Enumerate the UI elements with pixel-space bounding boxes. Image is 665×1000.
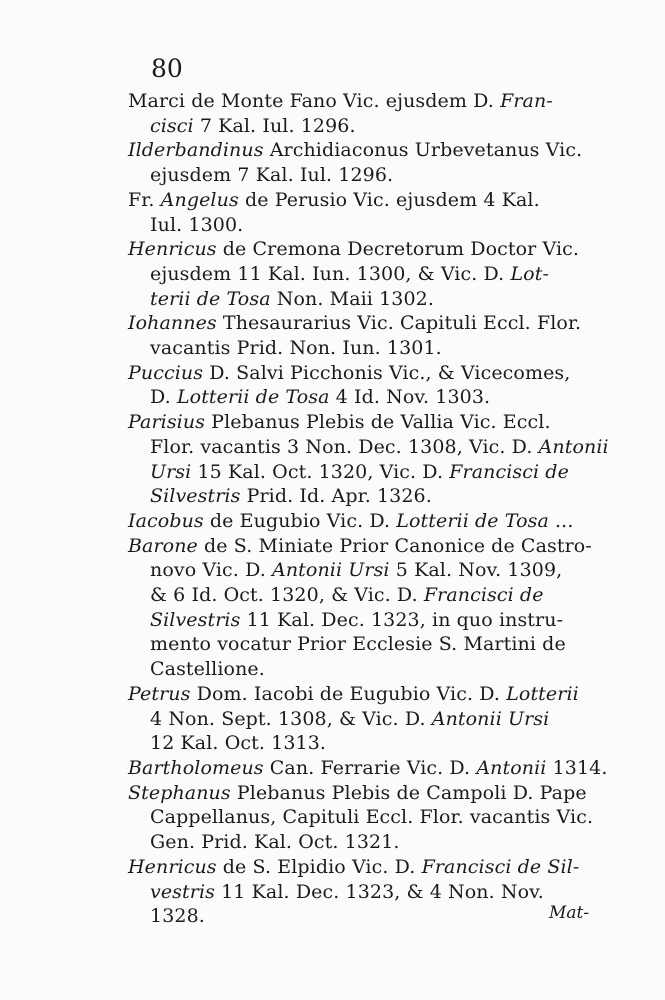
roman-text: Flor. vacantis 3 Non. Dec. 1308, Vic. D. (150, 435, 539, 458)
roman-text: Fr. (128, 188, 161, 211)
text-line (128, 880, 608, 905)
text-line (128, 830, 608, 855)
italic-text: Angelus (160, 188, 239, 211)
italic-text: Francisci de Sil- (421, 855, 580, 878)
roman-text: Thesaurarius Vic. Capituli Eccl. Flor. (216, 312, 582, 335)
italic-text: Silvestris (150, 608, 241, 631)
italic-text: Puccius (128, 361, 204, 384)
italic-text: terii de Tosa (150, 287, 271, 310)
text-line (128, 558, 608, 583)
roman-text: Prid. Id. Apr. 1326. (240, 485, 432, 508)
roman-text: 1328. (150, 905, 205, 928)
roman-text: Archidiaconus Urbevetanus Vic. (263, 139, 583, 162)
italic-text: Henricus (128, 238, 217, 261)
register-entry (128, 311, 608, 360)
register-entry (128, 138, 608, 187)
roman-text: Dom. Iacobi de Eugubio Vic. D. (190, 682, 507, 705)
roman-text: Plebanus Plebis de Campoli D. Pape (230, 781, 587, 804)
text-line (128, 336, 608, 361)
italic-text: Francisci de (449, 460, 569, 483)
italic-text: Parisius (128, 411, 206, 434)
text-line (128, 904, 608, 929)
register-entry (128, 756, 608, 781)
register-entry (128, 781, 608, 855)
roman-text: 12 Kal. Oct. 1313. (150, 732, 327, 755)
roman-text: D. Salvi Picchonis Vic., & Vicecomes, (203, 361, 571, 384)
register-entry (128, 188, 608, 237)
page-text (128, 89, 608, 929)
italic-text: Antonii Ursi (431, 707, 550, 730)
roman-text: mento vocatur Prior Ecclesie S. Martini de (150, 633, 566, 656)
roman-text: 4 Non. Sept. 1308, & Vic. D. (150, 707, 432, 730)
text-line (128, 188, 608, 213)
register-entry (128, 89, 608, 138)
italic-text: Iohannes (128, 312, 217, 335)
roman-text: 11 Kal. Dec. 1323, & 4 Non. Nov. (214, 880, 544, 903)
text-line (128, 114, 608, 139)
text-line (128, 509, 608, 534)
text-line (128, 237, 608, 262)
page-number: 80 (151, 54, 183, 83)
roman-text: Can. Ferrarie Vic. D. (263, 756, 477, 779)
text-line (128, 707, 608, 732)
register-entry (128, 855, 608, 929)
text-line (128, 311, 608, 336)
text-line (128, 213, 608, 238)
text-line (128, 855, 608, 880)
text-line (128, 163, 608, 188)
roman-text: & 6 Id. Oct. 1320, & Vic. D. (150, 584, 424, 607)
roman-text: de Eugubio Vic. D. (203, 509, 397, 532)
roman-text: de S. Elpidio Vic. D. (216, 855, 422, 878)
italic-text: Henricus (128, 855, 217, 878)
text-line (128, 89, 608, 114)
roman-text: Plebanus Plebis de Vallia Vic. Eccl. (205, 411, 551, 434)
roman-text: Marci de Monte Fano Vic. ejusdem D. (128, 90, 501, 112)
italic-text: Francisci de (423, 584, 544, 607)
text-line (128, 138, 608, 163)
roman-text: Gen. Prid. Kal. Oct. 1321. (150, 831, 400, 854)
text-line (128, 756, 608, 781)
text-line (128, 583, 608, 608)
register-entry (128, 237, 608, 311)
text-line (128, 460, 608, 485)
roman-text: Cappellanus, Capituli Eccl. Flor. vacantis Vic. (150, 806, 594, 829)
italic-text: Antonii (538, 435, 609, 458)
text-line (128, 657, 608, 682)
roman-text: vacantis Prid. Non. Iun. 1301. (150, 337, 442, 360)
text-line (128, 632, 608, 657)
register-entry (128, 361, 608, 410)
italic-text: Silvestris (150, 485, 241, 508)
register-entry (128, 534, 608, 682)
italic-text: Lotterii (506, 682, 579, 705)
text-line (128, 262, 608, 287)
roman-text: de Perusio Vic. ejusdem 4 Kal. (238, 188, 540, 211)
register-entry (128, 410, 608, 509)
italic-text: Fran- (500, 90, 553, 112)
roman-text: Non. Maii 1302. (270, 287, 435, 310)
roman-text: ... (548, 509, 574, 532)
register-entry (128, 509, 608, 534)
text-line (128, 731, 608, 756)
italic-text: Iacobus (128, 509, 204, 532)
text-line (128, 534, 608, 559)
text-line (128, 608, 608, 633)
roman-text: de Cremona Decretorum Doctor Vic. (216, 238, 579, 261)
italic-text: Stephanus (128, 781, 231, 804)
italic-text: Ursi (150, 460, 192, 483)
roman-text: ejusdem 7 Kal. Iul. 1296. (150, 164, 394, 187)
roman-text: ejusdem 11 Kal. Iun. 1300, & Vic. D. (150, 262, 511, 285)
roman-text: de S. Miniate Prior Canonice de Castro- (197, 534, 592, 557)
roman-text: 15 Kal. Oct. 1320, Vic. D. (191, 460, 450, 483)
italic-text: Antonii (476, 756, 547, 779)
italic-text: Ilderbandinus (128, 139, 264, 162)
roman-text: Iul. 1300. (150, 213, 244, 236)
roman-text: 11 Kal. Dec. 1323, in quo instru- (240, 608, 564, 631)
text-line (128, 805, 608, 830)
italic-text: Lotterii de Tosa (176, 386, 330, 409)
italic-text: vestris (150, 880, 215, 903)
catchword: Mat- (549, 903, 590, 923)
italic-text: Antonii Ursi (272, 559, 390, 582)
italic-text: Lotterii de Tosa (396, 509, 549, 532)
roman-text: 7 Kal. Iul. 1296. (193, 114, 356, 137)
text-line (128, 287, 608, 312)
text-line (128, 781, 608, 806)
italic-text: Petrus (128, 682, 191, 705)
roman-text: Castellione. (150, 658, 265, 681)
text-line (128, 361, 608, 386)
roman-text: 4 Id. Nov. 1303. (329, 386, 491, 409)
italic-text: Barone (128, 534, 198, 557)
text-line (128, 682, 608, 707)
text-line (128, 410, 608, 435)
text-line (128, 385, 608, 410)
roman-text: 5 Kal. Nov. 1309, (389, 559, 563, 582)
text-line (128, 484, 608, 509)
roman-text: novo Vic. D. (150, 559, 273, 582)
italic-text: cisci (150, 114, 194, 137)
italic-text: Lot- (510, 262, 549, 285)
italic-text: Bartholomeus (128, 756, 264, 779)
text-line (128, 435, 608, 460)
roman-text: 1314. (546, 756, 608, 779)
register-entry (128, 682, 608, 756)
roman-text: D. (150, 386, 177, 409)
